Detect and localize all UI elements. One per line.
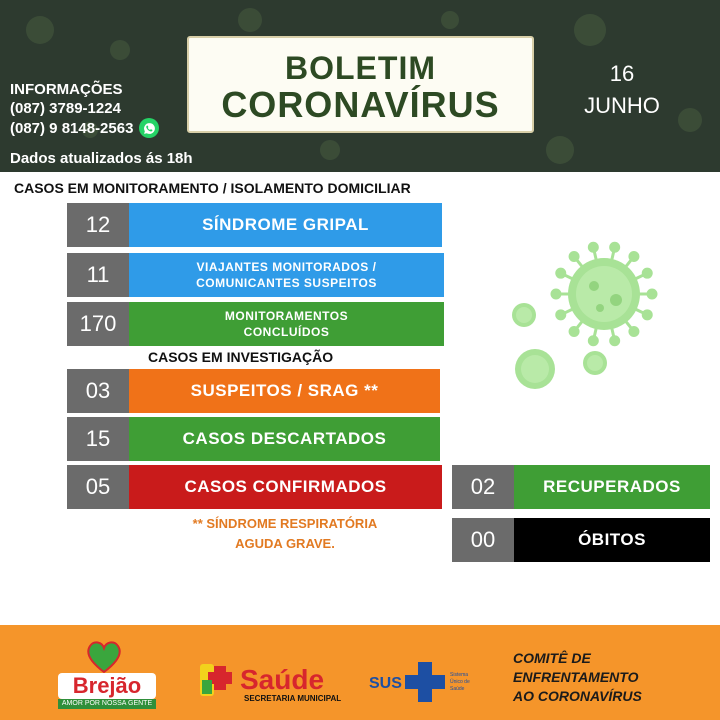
footnote-line-1: ** SÍNDROME RESPIRATÓRIA [192,516,378,531]
date-day: 16 [609,61,635,86]
saude-logo-subtitle: SECRETARIA MUNICIPAL [244,694,342,703]
bulletin-date [578,58,666,122]
stat-row-suspeitos [67,369,440,413]
stat-label-line-2: COMUNICANTES SUSPEITOS [196,276,377,290]
stat-label [129,302,444,346]
updated-note: Dados atualizados ás 18h [10,150,193,167]
title-box [187,36,534,133]
stat-row-sindrome-gripal [67,203,442,247]
stat-label: RECUPERADOS [514,465,710,509]
brejao-logo-word: Brejão [58,673,156,699]
sus-logo-word: SUS [369,675,402,692]
footnote-line-2: AGUDA GRAVE. [235,536,335,551]
sus-cross-logo [403,660,447,704]
stat-value: 15 [67,417,129,461]
stat-row-viajantes [67,253,444,297]
phone-2-row [10,118,159,138]
comite-line-3: AO CORONAVÍRUS [513,688,642,704]
title-line-1: BOLETIM [285,50,436,86]
virus-icon-large [548,238,660,350]
stat-value: 12 [67,203,129,247]
stat-value: 11 [67,253,129,297]
stat-label-line-1: VIAJANTES MONITORADOS / [196,260,377,274]
sus-logo-subtitle: Sistema Único de Saúde [450,672,470,692]
stat-label: CASOS DESCARTADOS [129,417,440,461]
virus-icon-small-1 [505,296,543,334]
section-investigation-title: CASOS EM INVESTIGAÇÃO [148,349,334,365]
comite-line-2: ENFRENTAMENTO [513,669,639,685]
phone-2: (087) 9 8148-2563 [10,119,134,137]
stat-value: 03 [67,369,129,413]
stat-value: 00 [452,518,514,562]
stat-label: CASOS CONFIRMADOS [129,465,442,509]
contact-info [10,80,159,138]
stat-label-line-1: MONITORAMENTOS [224,309,349,323]
info-label: INFORMAÇÕES [10,81,123,98]
saude-logo-word: Saúde [240,664,325,695]
brejao-heart-logo [84,640,124,674]
stat-value: 02 [452,465,514,509]
phone-1: (087) 3789-1224 [10,100,121,117]
whatsapp-icon [139,118,159,138]
title-line-2: CORONAVÍRUS [221,84,500,125]
virus-icon-small-2 [576,344,614,382]
stat-label-line-2: CONCLUÍDOS [243,325,330,339]
stat-value: 170 [67,302,129,346]
stat-row-descartados [67,417,440,461]
stat-row-recuperados [452,465,710,509]
stat-row-confirmados [67,465,442,509]
comite-line-1: COMITÊ DE [513,650,591,666]
virus-icon-medium [506,340,564,398]
brejao-logo-tagline: AMOR POR NOSSA GENTE [58,699,156,709]
stat-value: 05 [67,465,129,509]
stat-row-obitos [452,518,710,562]
srag-footnote [150,514,420,554]
comite-text [513,649,642,706]
stat-label [129,253,444,297]
date-month: JUNHO [584,93,660,118]
section-monitoring-title: CASOS EM MONITORAMENTO / ISOLAMENTO DOMICILIAR [14,180,411,196]
stat-label: ÓBITOS [514,518,710,562]
stat-label: SÍNDROME GRIPAL [129,203,442,247]
header-banner [0,0,720,172]
stat-row-monitoramentos [67,302,444,346]
stat-label: SUSPEITOS / SRAG ** [129,369,440,413]
saude-cross-logo [198,660,238,700]
